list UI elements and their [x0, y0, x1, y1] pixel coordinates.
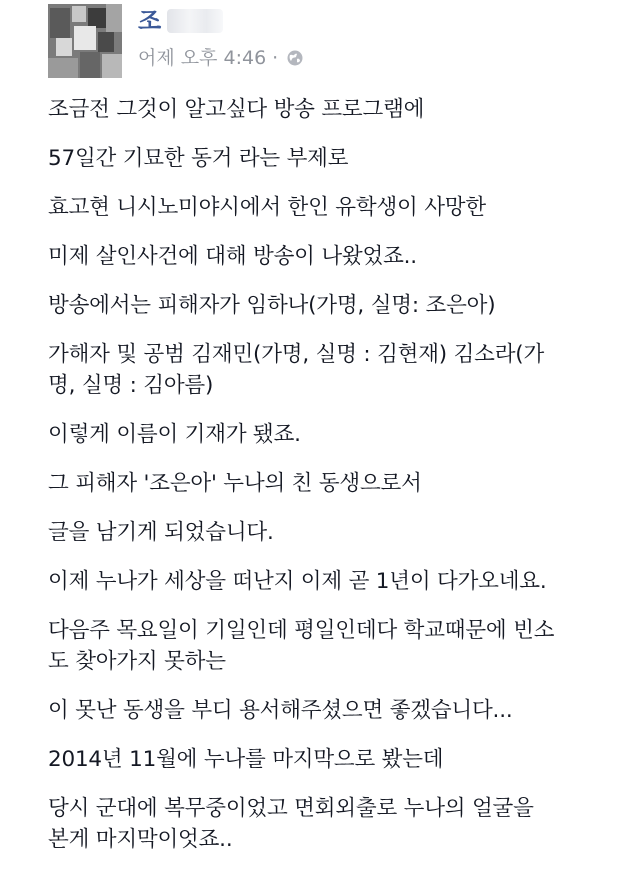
post-timestamp[interactable]: 어제 오후 4:46 [138, 47, 267, 69]
avatar-pixel [56, 38, 72, 56]
avatar-pixel [50, 8, 70, 38]
post-paragraph: 이렇게 이름이 기재가 됐죠. [48, 422, 301, 447]
avatar-pixel [106, 4, 122, 32]
post-paragraph: 이제 누나가 세상을 떠난지 이제 곧 1년이 다가오네요. [48, 569, 547, 594]
avatar-pixel [72, 6, 86, 22]
post-paragraph: 방송에서는 피해자가 임하나(가명, 실명: 조은아) [48, 293, 496, 318]
meta-separator: · [272, 47, 279, 69]
post-line: 가해자 및 공범 김재민(가명, 실명 : 김현재) 김소라(가 [48, 342, 545, 367]
avatar-pixel [102, 54, 122, 78]
globe-icon[interactable] [286, 49, 304, 67]
avatar-pixel [98, 32, 114, 52]
post-line: 본게 마지막이엇죠.. [48, 827, 233, 852]
avatar-pixel [88, 8, 106, 28]
post-line: 당시 군대에 복무중이었고 면회외출로 누나의 얼굴을 [48, 796, 534, 821]
post-paragraph: 이 못난 동생을 부디 용서해주셨으면 좋겠습니다... [48, 698, 513, 723]
name-blur [167, 9, 223, 33]
post-header [0, 0, 640, 90]
post-line: 도 찾아가지 못하는 [48, 649, 226, 674]
avatar-pixel [80, 52, 100, 78]
post-paragraph: 글을 남기게 되었습니다. [48, 520, 274, 545]
post-paragraph: 조금전 그것이 알고싶다 방송 프로그램에 [48, 97, 425, 122]
avatar[interactable] [48, 4, 122, 78]
author-name-link[interactable] [138, 6, 223, 36]
post-body [48, 94, 633, 873]
post-paragraph: 57일간 기묘한 동거 라는 부제로 [48, 146, 349, 171]
post-paragraph: 그 피해자 '조은아' 누나의 친 동생으로서 [48, 471, 422, 496]
post-paragraph: 2014년 11월에 누나를 마지막으로 봤는데 [48, 747, 444, 772]
post-paragraph: 미제 살인사건에 대해 방송이 나왔었죠.. [48, 244, 417, 269]
post-line: 다음주 목요일이 기일인데 평일인데다 학교때문에 빈소 [48, 618, 555, 643]
post-line: 명, 실명 : 김아름) [48, 373, 214, 398]
post-paragraph [48, 615, 633, 677]
author-name: 조 [138, 7, 162, 35]
avatar-pixel [48, 58, 78, 78]
post-paragraph [48, 793, 633, 855]
post-paragraph [48, 339, 633, 401]
avatar-pixel [74, 26, 96, 50]
post-meta [138, 46, 304, 70]
post-paragraph: 효고현 니시노미야시에서 한인 유학생이 사망한 [48, 195, 486, 220]
